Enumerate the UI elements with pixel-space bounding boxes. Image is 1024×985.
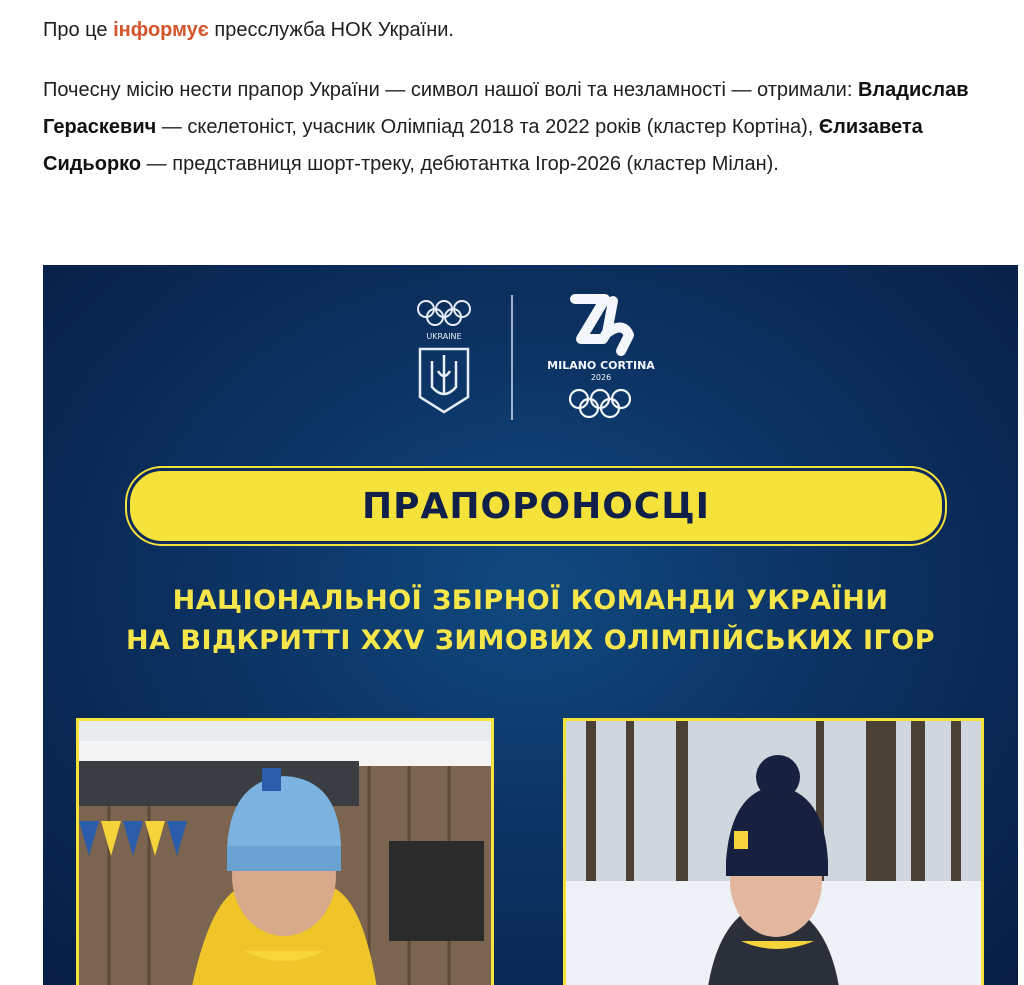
person1-description: — скелетоніст, учасник Олімпіад 2018 та 2022 років (кластер Кортіна),	[156, 116, 819, 138]
person2-description: — представниця шорт-треку, дебютантка Ігор-2026 (кластер Мілан).	[141, 153, 779, 175]
athlete-photo-right	[563, 718, 984, 985]
intro-text-before: Про це	[43, 19, 114, 41]
intro-paragraph	[43, 12, 454, 49]
milano-cortina-logo	[543, 291, 663, 421]
olympic-rings-icon	[570, 390, 630, 417]
person1-name: Владислав Гераскевич	[43, 79, 969, 138]
games-brand: MILANO CORTINA	[547, 359, 655, 372]
flagbearers-banner	[127, 468, 945, 544]
noc-ukraine-logo	[416, 297, 472, 417]
athlete-photo-left	[76, 718, 494, 985]
flagbearers-intro: Почесну місію нести прапор України — символ нашої волі та незламності — отримали:	[43, 79, 858, 101]
flagbearers-poster	[43, 265, 1018, 985]
flagbearers-paragraph	[43, 72, 1003, 183]
intro-text-after: пресслужба НОК України.	[208, 19, 454, 41]
informs-link[interactable]: інформує	[113, 19, 209, 41]
subtitle-line-2: НА ВІДКРИТТІ XXV ЗИМОВИХ ОЛІМПІЙСЬКИХ ІГОР	[125, 625, 936, 656]
noc-label: UKRAINE	[426, 332, 462, 341]
banner-title: ПРАПОРОНОСЦІ	[361, 485, 711, 527]
games-year: 2026	[590, 373, 612, 382]
logo-divider	[511, 295, 513, 420]
person2-name: Єлизавета Сидьорко	[43, 116, 923, 175]
subtitle-line-1: НАЦІОНАЛЬНОЇ ЗБІРНОЇ КОМАНДИ УКРАЇНИ	[172, 585, 889, 616]
